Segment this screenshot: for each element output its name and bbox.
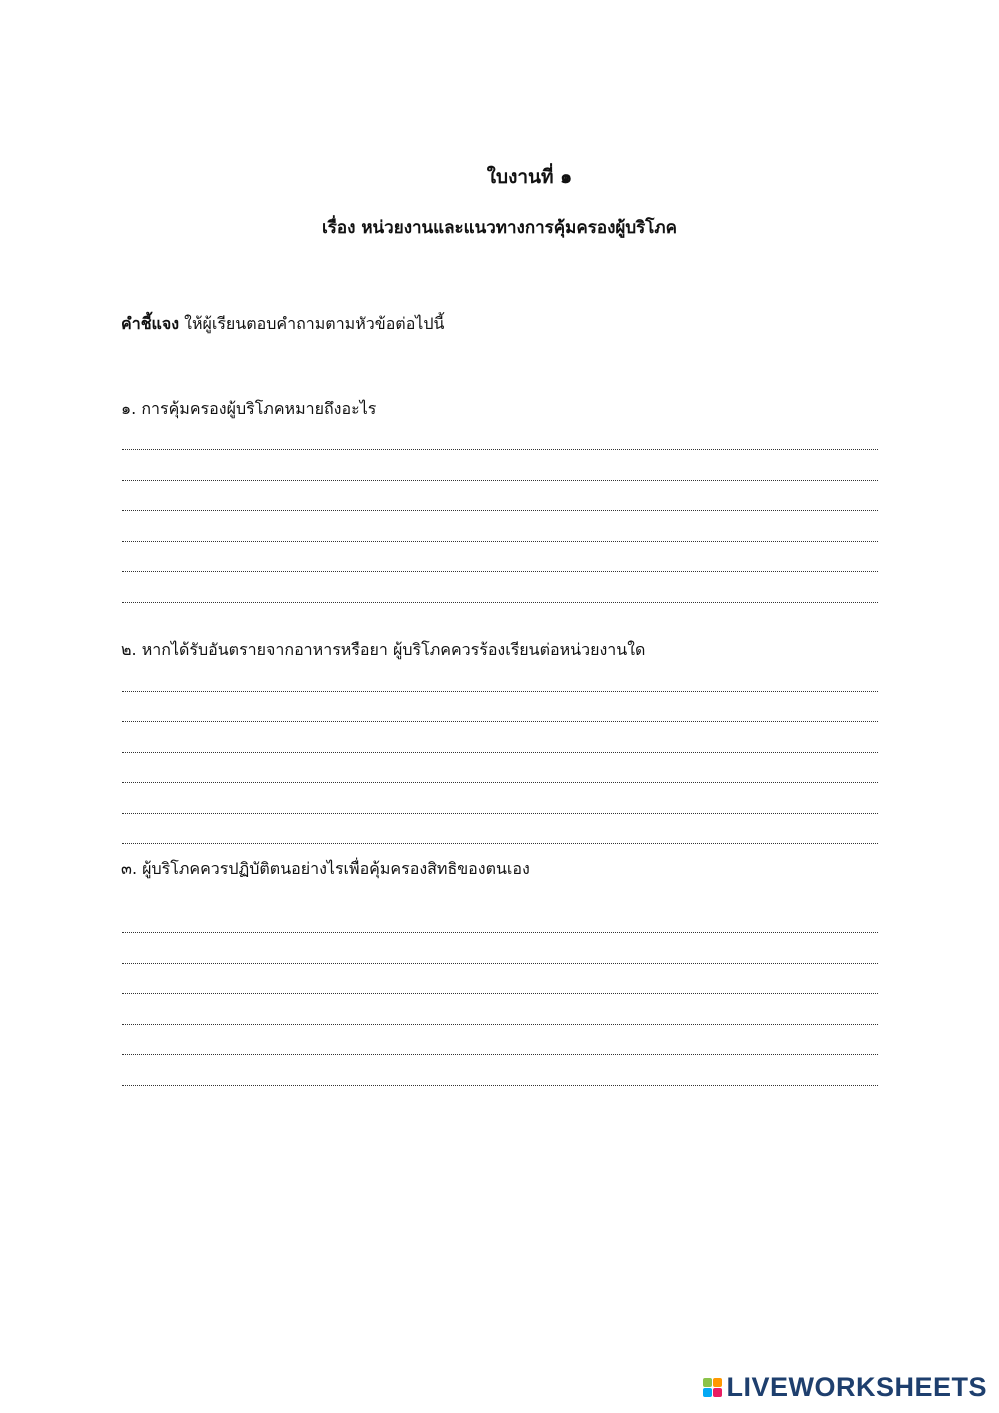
answer-line[interactable] — [122, 1024, 878, 1025]
answer-line[interactable] — [122, 993, 878, 994]
question-2: ๒. หากได้รับอันตรายจากอาหารหรือยา ผู้บริโภคควรร้องเรียนต่อหน่วยงานใด — [121, 640, 646, 659]
answer-line[interactable] — [122, 963, 878, 964]
answer-line[interactable] — [122, 449, 878, 450]
answer-line[interactable] — [122, 752, 878, 753]
question-3: ๓. ผู้บริโภคควรปฏิบัติตนอย่างไรเพื่อคุ้มครองสิทธิของตนเอง — [121, 859, 530, 878]
worksheet-title: ใบงานที่ ๑ — [486, 166, 573, 188]
answer-line[interactable] — [122, 510, 878, 511]
instruction — [121, 312, 444, 337]
liveworksheets-logo-icon — [703, 1378, 722, 1397]
answer-line[interactable] — [122, 721, 878, 722]
brand-text: LIVEWORKSHEETS — [726, 1372, 987, 1402]
question-1: ๑. การคุ้มครองผู้บริโภคหมายถึงอะไร — [121, 399, 377, 418]
instruction-label: คำชี้แจง — [121, 314, 180, 333]
liveworksheets-brand[interactable] — [703, 1372, 987, 1403]
answer-line[interactable] — [122, 1054, 878, 1055]
answer-line[interactable] — [122, 843, 878, 844]
worksheet-subtitle: เรื่อง หน่วยงานและแนวทางการคุ้มครองผู้บริโภค — [321, 218, 677, 238]
answer-line[interactable] — [122, 480, 878, 481]
answer-line[interactable] — [122, 541, 878, 542]
answer-line[interactable] — [122, 691, 878, 692]
instruction-text: ให้ผู้เรียนตอบคำถามตามหัวข้อต่อไปนี้ — [179, 314, 445, 333]
answer-line[interactable] — [122, 602, 878, 603]
answer-line[interactable] — [122, 571, 878, 572]
answer-line[interactable] — [122, 813, 878, 814]
answer-line[interactable] — [122, 932, 878, 933]
answer-line[interactable] — [122, 782, 878, 783]
answer-line[interactable] — [122, 1085, 878, 1086]
